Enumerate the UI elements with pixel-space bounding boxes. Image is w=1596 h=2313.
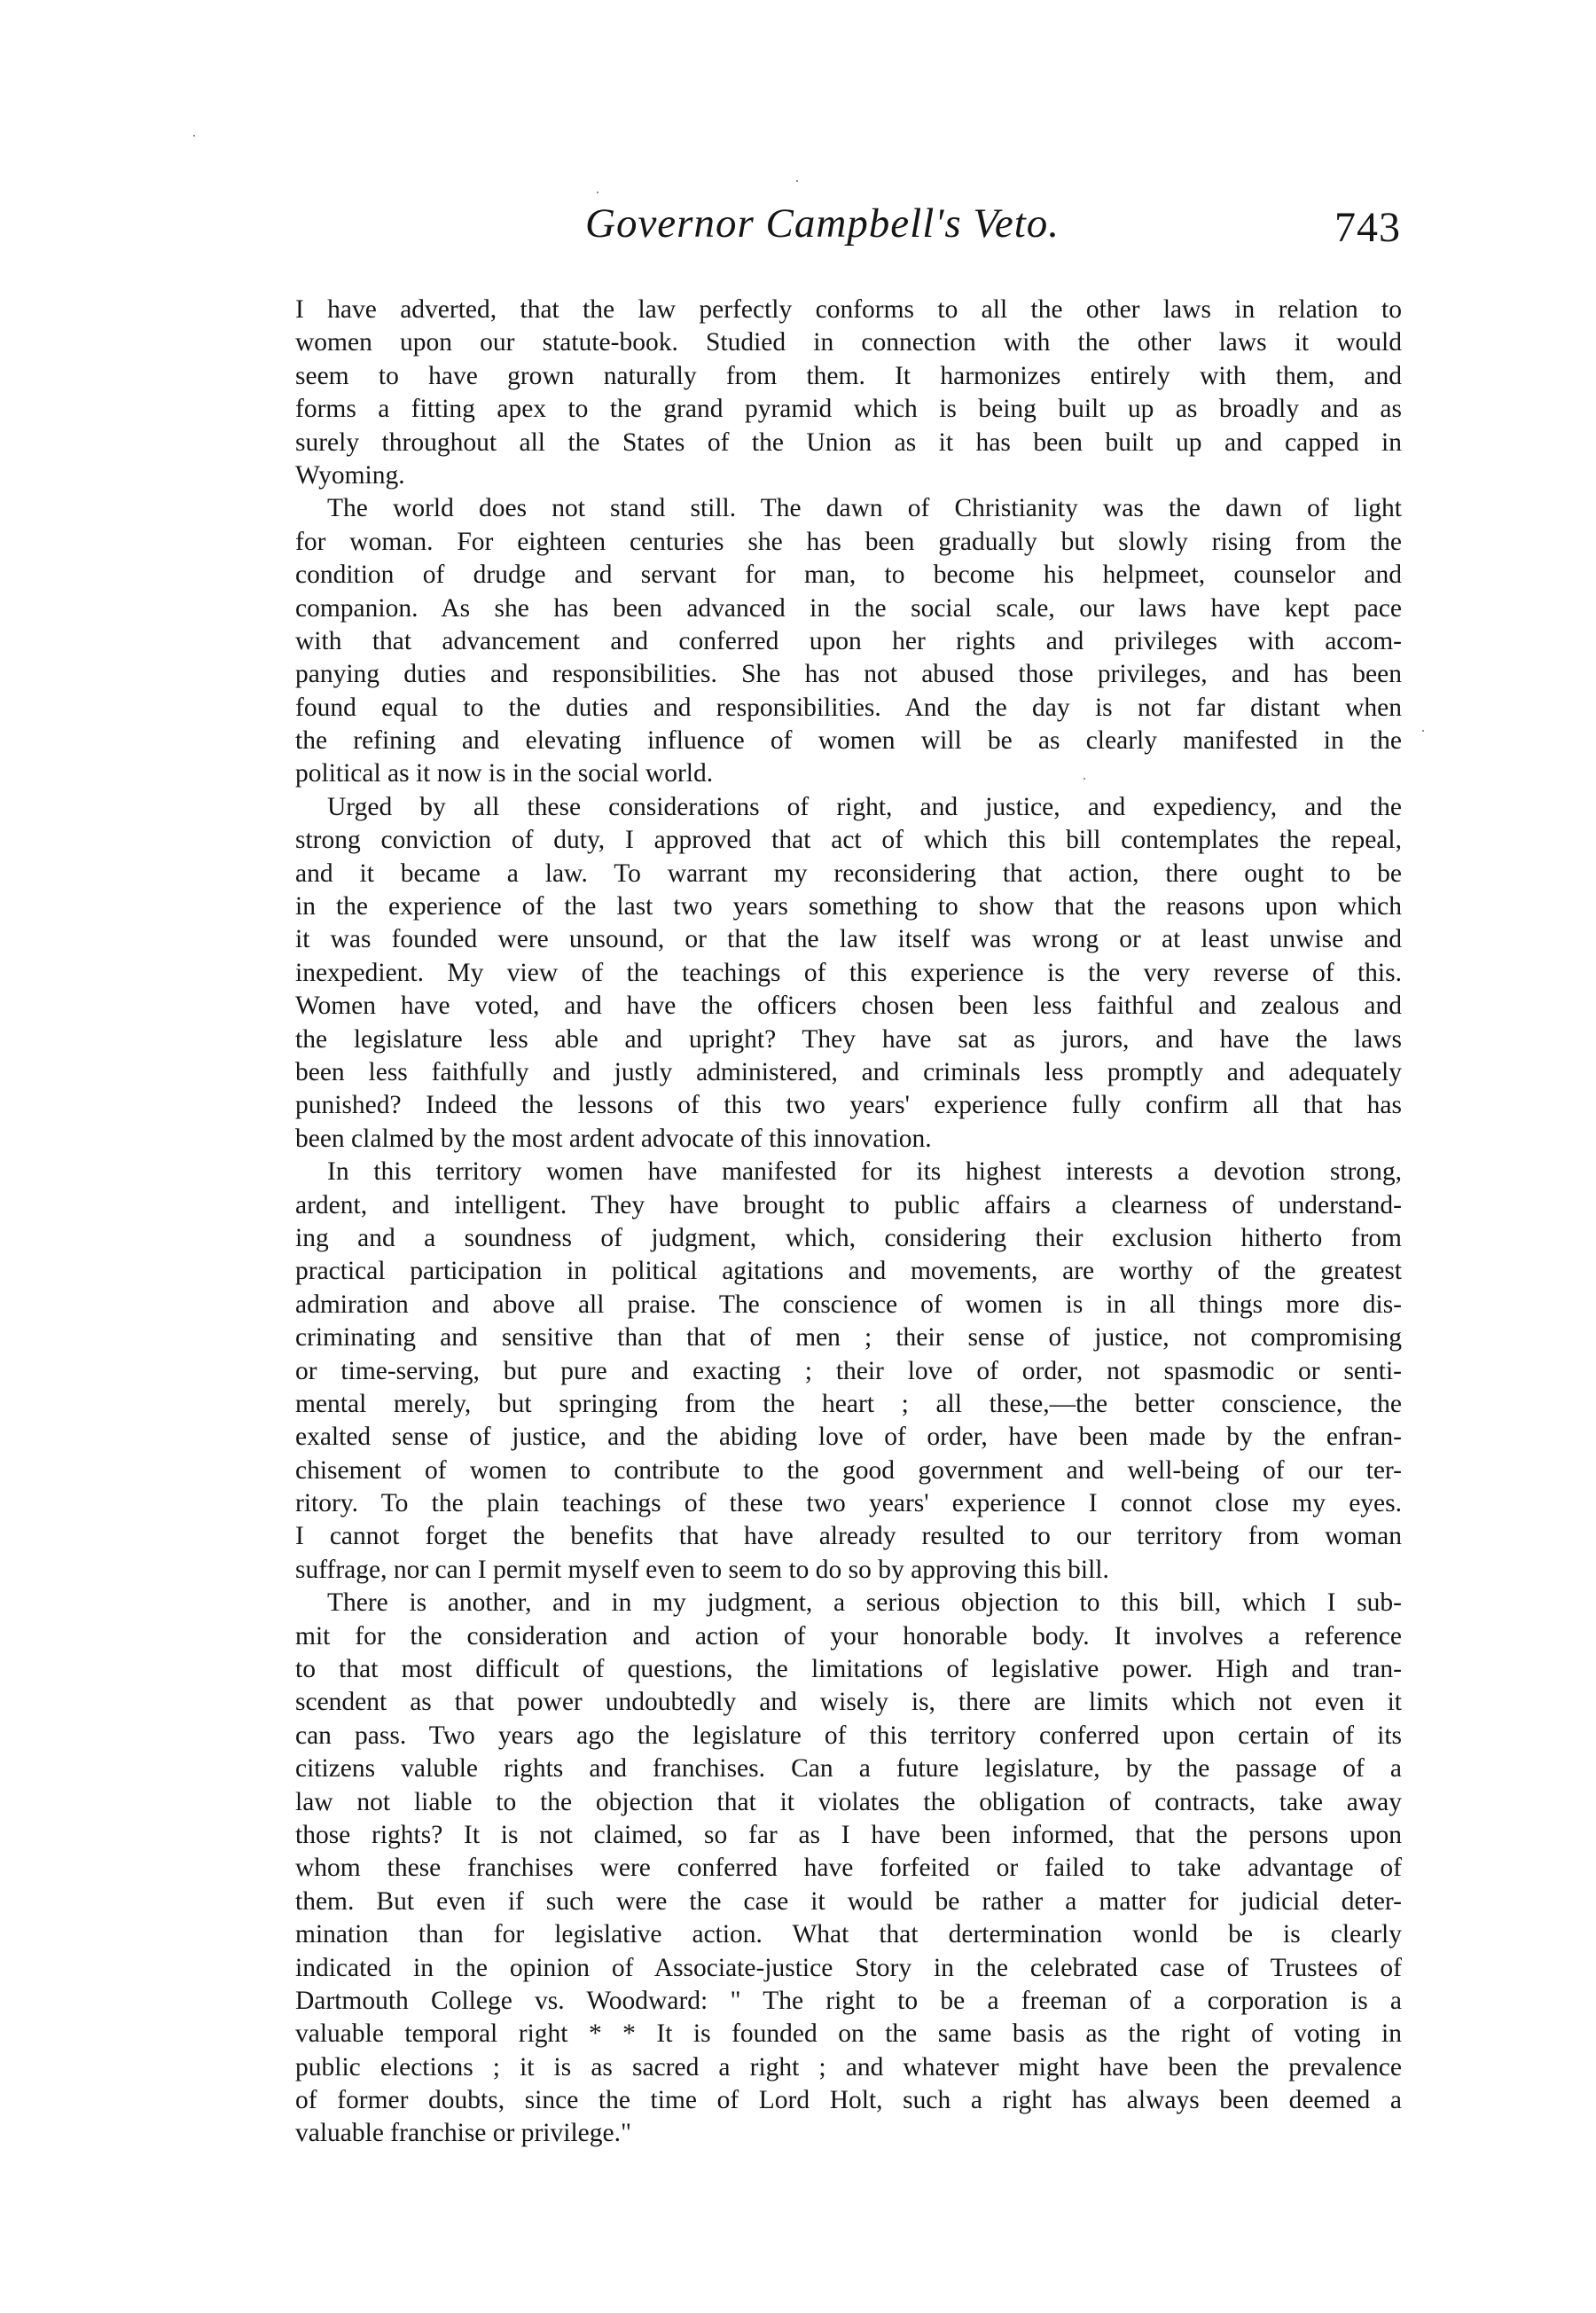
scan-speck bbox=[193, 135, 195, 137]
text-line: scendent as that power undoubtedly and wisely is, there are limits which not even it bbox=[295, 1688, 1402, 1717]
text-line: The world does not stand still. The dawn of Christianity was the dawn of light bbox=[327, 494, 1402, 523]
text-line: ing and a soundness of judgment, which, considering their exclusion hitherto from bbox=[295, 1223, 1402, 1252]
text-line: panying duties and responsibilities. She has not abused those privileges, and has been bbox=[295, 660, 1402, 689]
page-header bbox=[293, 200, 1401, 271]
body-text bbox=[295, 294, 1402, 2151]
text-line: public elections ; it is as sacred a right ; and whatever might have been the prevalence bbox=[295, 2052, 1402, 2082]
text-line: to that most difficult of questions, the limitations of legislative power. High and tran- bbox=[295, 1655, 1402, 1684]
scan-speck bbox=[597, 192, 598, 193]
text-line: admiration and above all praise. The conscience of women is in all things more dis- bbox=[295, 1290, 1402, 1319]
scan-speck bbox=[1422, 730, 1424, 732]
text-line: In this territory women have manifested for its highest interests a devotion strong, bbox=[327, 1157, 1402, 1187]
text-line: been less faithfully and justly administered, and criminals less promptly and adequately bbox=[295, 1057, 1402, 1086]
text-line: whom these franchises were conferred have forfeited or failed to take advantage of bbox=[295, 1854, 1402, 1883]
text-line: punished? Indeed the lessons of this two years' experience fully confirm all that has bbox=[295, 1091, 1402, 1120]
text-line: those rights? It is not claimed, so far as I have been informed, that the persons upon bbox=[295, 1820, 1402, 1849]
text-line: citizens valuble rights and franchises. Can a future legislature, by the passage of a bbox=[295, 1754, 1402, 1784]
text-line: Women have voted, and have the officers chosen been less faithful and zealous and bbox=[295, 992, 1402, 1021]
text-line: condition of drudge and servant for man, to become his helpmeet, counselor and bbox=[295, 561, 1402, 590]
text-line: exalted sense of justice, and the abiding love of order, have been made by the enfran- bbox=[295, 1423, 1402, 1452]
text-line: and it became a law. To warrant my reconsidering that action, there ought to be bbox=[295, 859, 1402, 888]
text-line: seem to have grown naturally from them. It harmonizes entirely with them, and bbox=[295, 361, 1402, 390]
text-line: valuable franchise or privilege." bbox=[295, 2119, 631, 2148]
text-line: can pass. Two years ago the legislature of this territory conferred upon certain of its bbox=[295, 1721, 1402, 1750]
text-line: been clalmed by the most ardent advocate of this innovation. bbox=[295, 1124, 932, 1153]
text-line: companion. As she has been advanced in the social scale, our laws have kept pace bbox=[295, 593, 1402, 623]
text-line: suffrage, nor can I permit myself even to seem to do so by approving this bill. bbox=[295, 1555, 1109, 1584]
text-line: indicated in the opinion of Associate-justice Story in the celebrated case of Trustees of bbox=[295, 1953, 1402, 1982]
text-line: mental merely, but springing from the heart ; all these,—the better conscience, the bbox=[295, 1389, 1402, 1418]
paragraph bbox=[295, 791, 1402, 1156]
paragraph bbox=[295, 1156, 1402, 1587]
text-line: chisement of women to contribute to the good government and well-being of our ter- bbox=[295, 1455, 1402, 1485]
paragraph bbox=[295, 492, 1402, 791]
text-line: practical participation in political agitations and movements, are worthy of the greatest bbox=[295, 1257, 1402, 1286]
text-line: mit for the consideration and action of your honorable body. It involves a reference bbox=[295, 1621, 1402, 1650]
text-line: found equal to the duties and responsibilities. And the day is not far distant when bbox=[295, 693, 1402, 722]
text-line: of former doubts, since the time of Lord Holt, such a right has always been deemed a bbox=[295, 2086, 1402, 2115]
text-line: or time-serving, but pure and exacting ; their love of order, not spasmodic or senti- bbox=[295, 1356, 1402, 1385]
text-line: it was founded were unsound, or that the law itself was wrong or at least unwise and bbox=[295, 925, 1402, 954]
text-line: strong conviction of duty, I approved that act of which this bill contemplates the repeal, bbox=[295, 826, 1402, 855]
text-line: them. But even if such were the case it would be rather a matter for judicial deter- bbox=[295, 1886, 1402, 1916]
text-line: ardent, and intelligent. They have brought to public affairs a clearness of understand- bbox=[295, 1190, 1402, 1219]
text-line: in the experience of the last two years something to show that the reasons upon which bbox=[295, 892, 1402, 921]
scan-speck bbox=[796, 180, 798, 182]
text-line: Urged by all these considerations of right, and justice, and expediency, and the bbox=[327, 792, 1402, 821]
text-line: ritory. To the plain teachings of these two years' experience I connot close my eyes. bbox=[295, 1489, 1402, 1518]
text-line: the refining and elevating influence of women will be as clearly manifested in the bbox=[295, 726, 1402, 756]
text-line: for woman. For eighteen centuries she has been gradually but slowly rising from the bbox=[295, 527, 1402, 556]
paragraph bbox=[295, 1587, 1402, 2151]
text-line: inexpedient. My view of the teachings of this experience is the very reverse of this. bbox=[295, 958, 1402, 987]
text-line: surely throughout all the States of the Union as it has been built up and capped in bbox=[295, 427, 1402, 457]
text-line: criminating and sensitive than that of men ; their sense of justice, not compromising bbox=[295, 1323, 1402, 1353]
text-line: I cannot forget the benefits that have already resulted to our territory from woman bbox=[295, 1522, 1402, 1551]
text-line: Wyoming. bbox=[295, 460, 405, 490]
text-line: valuable temporal right * * It is founded on the same basis as the right of voting in bbox=[295, 2019, 1402, 2049]
page-number: 743 bbox=[1334, 204, 1401, 251]
paragraph bbox=[295, 294, 1402, 492]
text-line: political as it now is in the social world. bbox=[295, 759, 714, 788]
text-line: law not liable to the objection that it violates the obligation of contracts, take away bbox=[295, 1787, 1402, 1816]
text-line: women upon our statute-book. Studied in connection with the other laws it would bbox=[295, 328, 1402, 357]
running-title: Governor Campbell's Veto. bbox=[585, 200, 1060, 247]
text-line: with that advancement and conferred upon her rights and privileges with accom- bbox=[295, 626, 1402, 655]
text-line: There is another, and in my judgment, a serious objection to this bill, which I sub- bbox=[327, 1588, 1402, 1618]
text-line: the legislature less able and upright? They have sat as jurors, and have the laws bbox=[295, 1024, 1402, 1054]
text-line: forms a fitting apex to the grand pyramid which is being built up as broadly and as bbox=[295, 395, 1402, 424]
text-line: I have adverted, that the law perfectly conforms to all the other laws in relation to bbox=[295, 295, 1402, 324]
text-line: mination than for legislative action. What that dertermination wonld be is clearly bbox=[295, 1920, 1402, 1949]
text-line: Dartmouth College vs. Woodward: " The right to be a freeman of a corporation is a bbox=[295, 1986, 1402, 2015]
